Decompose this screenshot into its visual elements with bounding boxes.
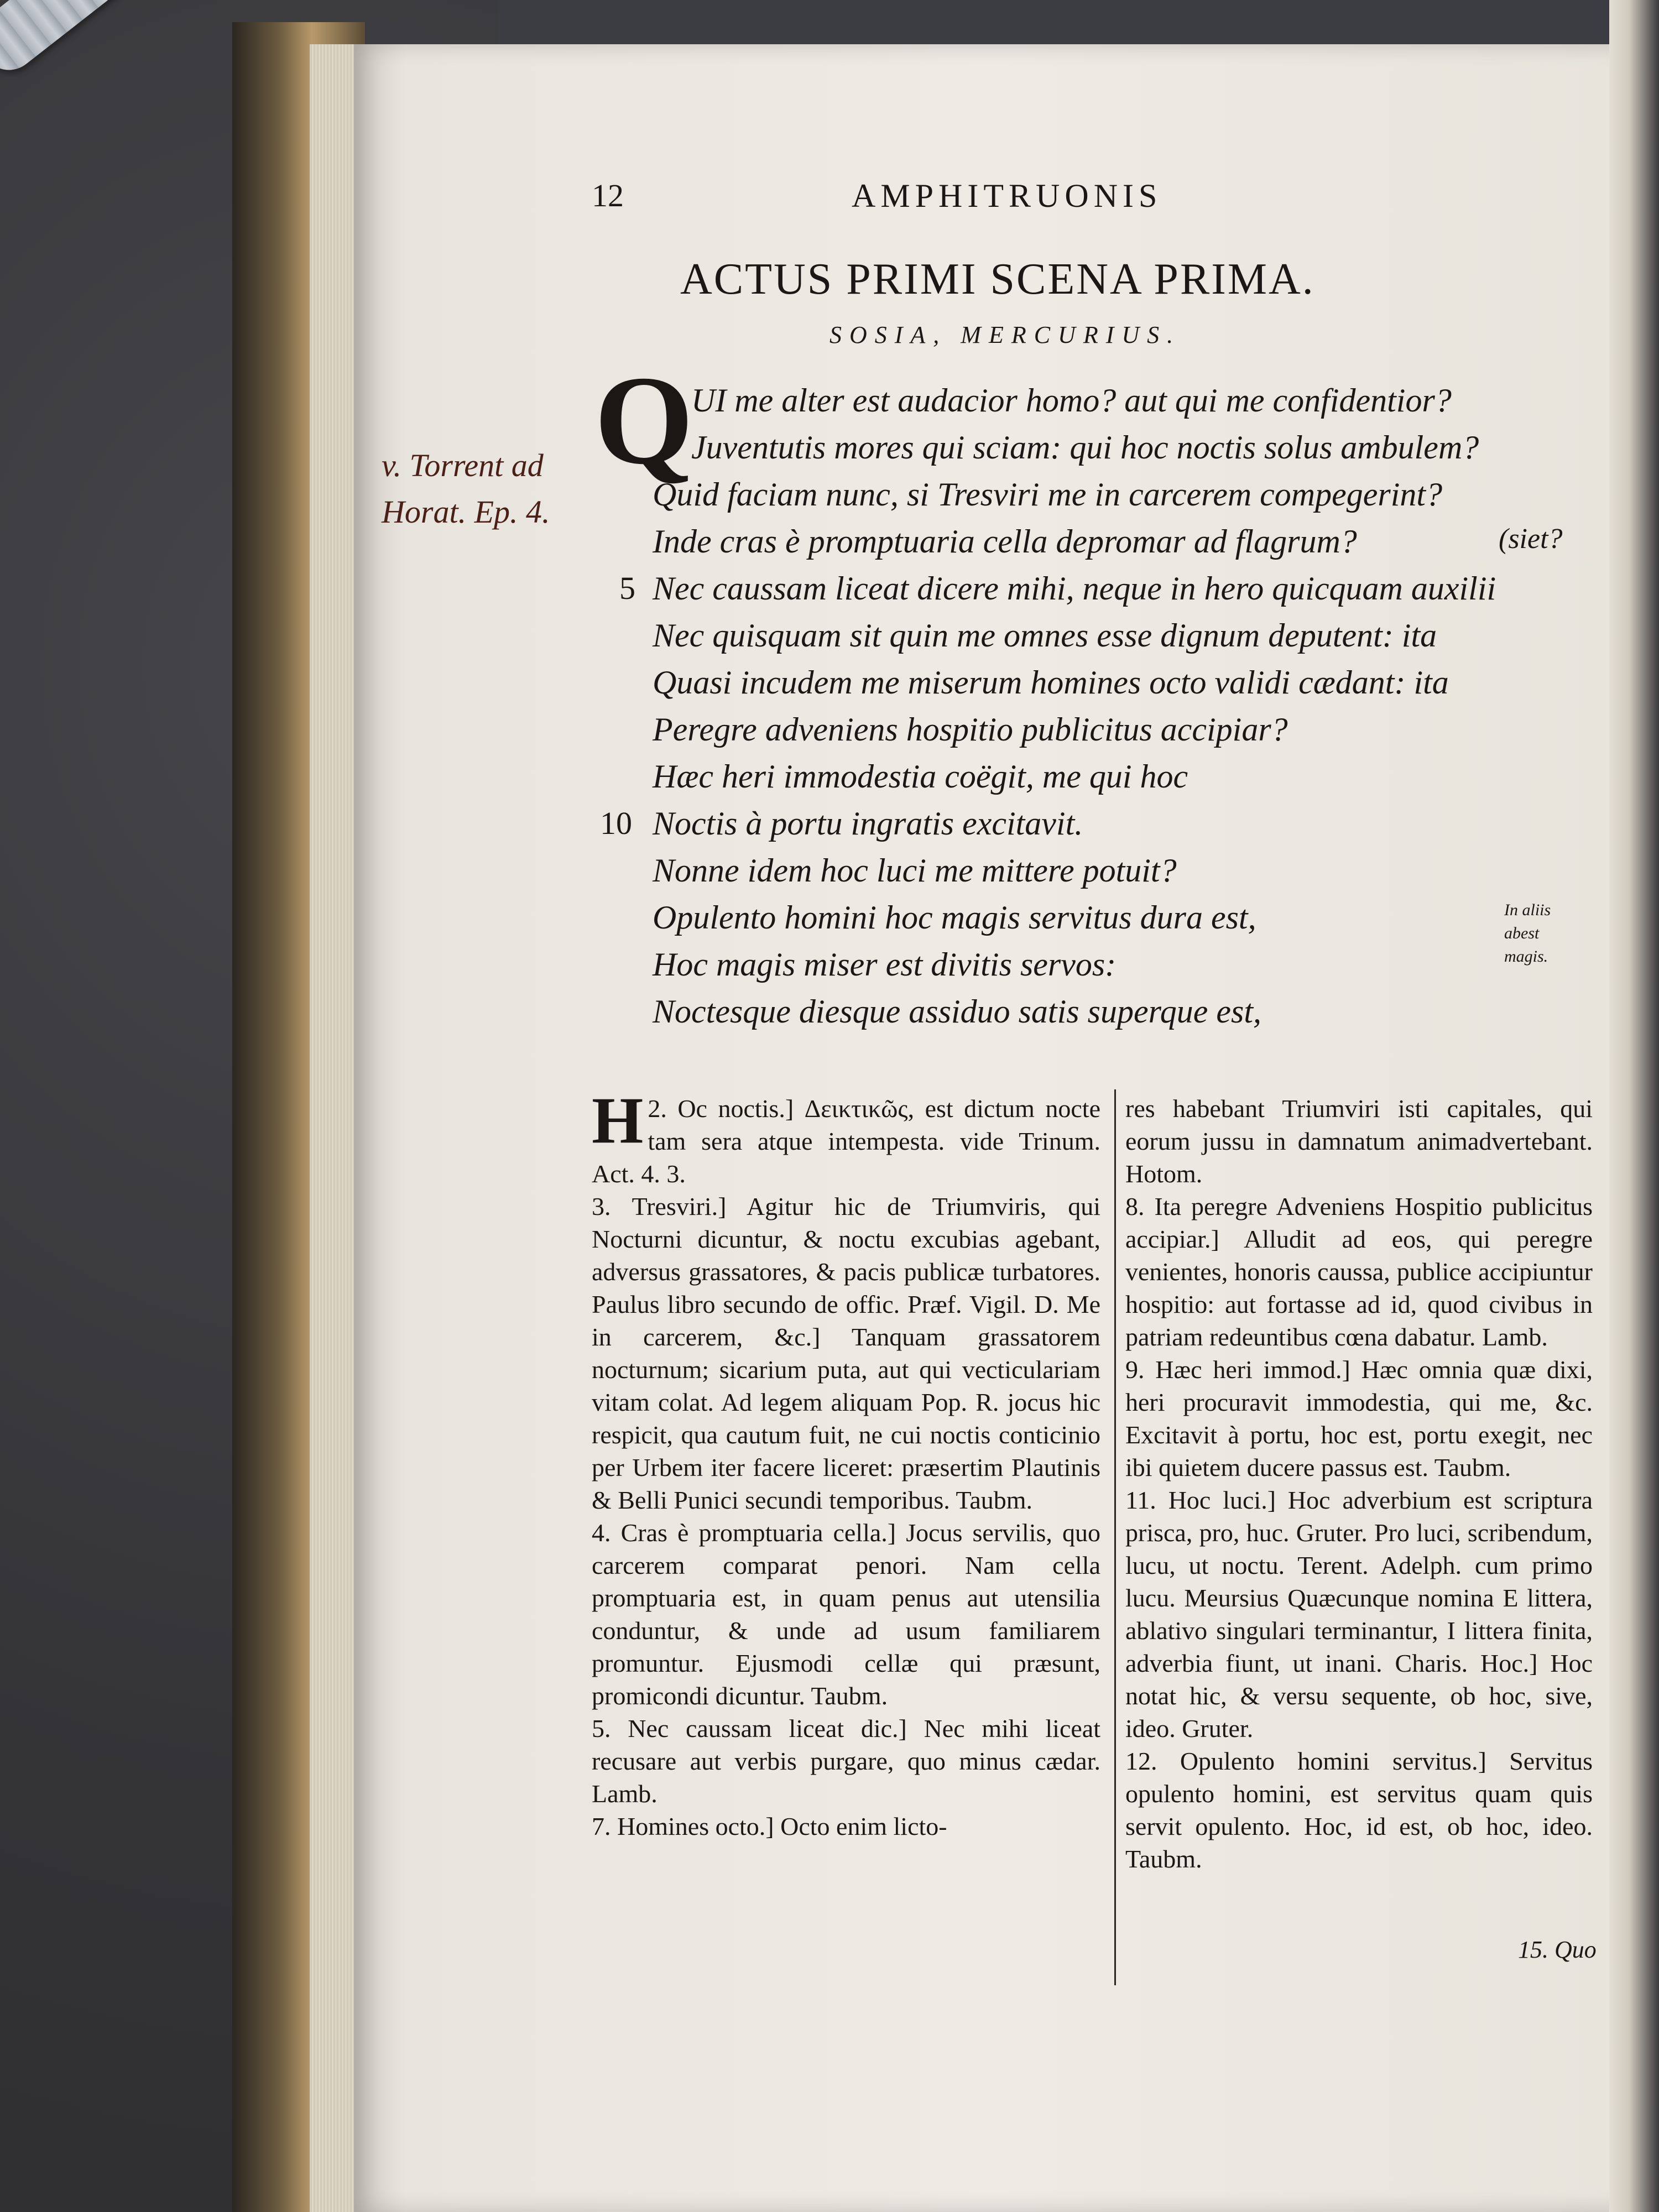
note-paragraph: 4. Cras è promptuaria cella.] Jocus servilis, quo carcerem comparat penori. Nam cella promptuaria est, in quam penus aut utensilia conduntur, & unde ad usum familiarem promuntur. Ejusmodi cellæ qui præsunt, promicondi dicuntur. Taubm. [592,1519,1100,1710]
note-text: Oc noctis.] Δεικτικῶς, est dictum nocte tam sera atque intempesta. vide Trinum. Act. 4. 3. [592,1094,1101,1188]
manuscript-annotation: v. Torrent ad Horat. Ep. 4. [382,447,550,530]
verse-line: Nec caussam liceat dicere mihi, neque in hero quicquam auxilii [653,570,1496,607]
verse-line: Peregre adveniens hospitio publicitus accipiar? [653,711,1288,748]
verse-line: Opulento homini hoc magis servitus dura est, [653,899,1256,936]
note-paragraph: 7. Homines octo.] Octo enim licto- [592,1812,947,1840]
printed-marginal-note: In aliis abest magis. [1504,901,1551,966]
verse-line: Hoc magis miser est divitis servos: [653,946,1117,983]
verse-line: UI me alter est audacior homo? aut qui me confidentior? [691,382,1452,419]
speakers: SOSIA, MERCURIUS. [830,321,1181,348]
running-head: AMPHITRUONIS [852,178,1162,214]
drop-cap: Q [594,349,693,491]
line-number: 10 [600,805,632,841]
verse-line: Noctesque diesque assiduo satis superque est, [653,993,1262,1030]
facing-page-edge [1609,0,1659,2212]
scene-title: ACTUS PRIMI SCENA PRIMA. [680,255,1315,304]
page-number: 12 [592,178,624,213]
background-top [498,0,1659,47]
note-paragraph: 8. Ita peregre Adveniens Hospitio publicitus accipiar.] Alludit ad eos, qui peregre venientes, honoris caussa, publice accipiuntur hospitio: aut fortasse ad id, quod civibus in patriam redeuntibus cœna dabatur. Lamb. [1125,1192,1593,1351]
note-paragraph: 3. Tresviri.] Agitur hic de Triumviris, qui Nocturni dicuntur, & noctu excubias agebant, adversus grassatores, & pacis publicæ turbatores. Paulus libro secundo de offic. Præf. Vigil. D. Me in carcerem, &c.] Tanquam grassatorem nocturnum; sicarium puta, aut qui vecticulariam vitam colat. Ad legem aliquam Pop. R. jocus hic respicit, qua cautum fuit, ne cui noctis conticinio per Urbem iter facere liceret: præsertim Plautinis & Belli Punici secundi temporibus. Taubm. [592,1192,1100,1514]
note-paragraph: res habebant Triumviri isti capitales, qui eorum jussu in damnatum animadvertebant. Hotom. [1125,1094,1593,1188]
verse-line: Quasi incudem me miserum homines octo validi cædant: ita [653,664,1449,701]
verse-line: Nec quisquam sit quin me omnes esse dignum deputent: ita [653,617,1437,654]
verse-line: Inde cras è promptuaria cella depromar ad flagrum? [653,523,1357,560]
line-number: 5 [619,570,635,606]
notes-left-column [592,1083,1101,1843]
catchword: 15. Quo [1518,1936,1597,1963]
notes-right-column [1125,1092,1593,1875]
verse-line: Quid faciam nunc, si Tresviri me in carcerem compegerint? [653,476,1443,513]
verse-line: Noctis à portu ingratis excitavit. [653,805,1083,842]
note-paragraph: 5. Nec caussam liceat dic.] Nec mihi liceat recusare aut verbis purgare, quo minus cædar. Lamb. [592,1714,1100,1808]
verse-line: Nonne idem hoc luci me mittere potuit? [653,852,1177,889]
marginal-siet: (siet? [1499,523,1563,555]
verse-line: Hæc heri immodestia coëgit, me qui hoc [653,758,1188,795]
verse-line: Juventutis mores qui sciam: qui hoc noctis solus ambulem? [691,429,1479,466]
note-paragraph: 12. Opulento homini servitus.] Servitus opulento homini, est servitus quam quis servit opulento. Hoc, id est, ob hoc, ideo. Taubm. [1125,1747,1593,1873]
note-paragraph: 2. H Oc noctis.] Δεικτικῶς, est dictum nocte tam sera atque intempesta. vide Trinum. Act. 4. 3. [592,1083,1101,1188]
column-rule [1114,1089,1116,1985]
notes-drop-cap: H [592,1083,644,1157]
note-paragraph: 11. Hoc luci.] Hoc adverbium est scriptura prisca, pro, huc. Gruter. Pro luci, scribendum, lucu, ut noctu. Terent. Adelph. cum primo lucu. Meursius Quæcunque nomina E littera, ablativo singulari terminantur, I littera finita, adverbia fiunt, ut inani. Charis. Hoc.] Hoc notat hic, & versu sequente, ob hoc, sive, ideo. Gruter. [1125,1486,1593,1743]
note-paragraph: 9. Hæc heri immod.] Hæc omnia quæ dixi, heri procuravit immodestia, qui me, &c. Excitavit à portu, hoc est, portu exegit, nec ibi quietem ducere passus est. Taubm. [1125,1355,1593,1481]
